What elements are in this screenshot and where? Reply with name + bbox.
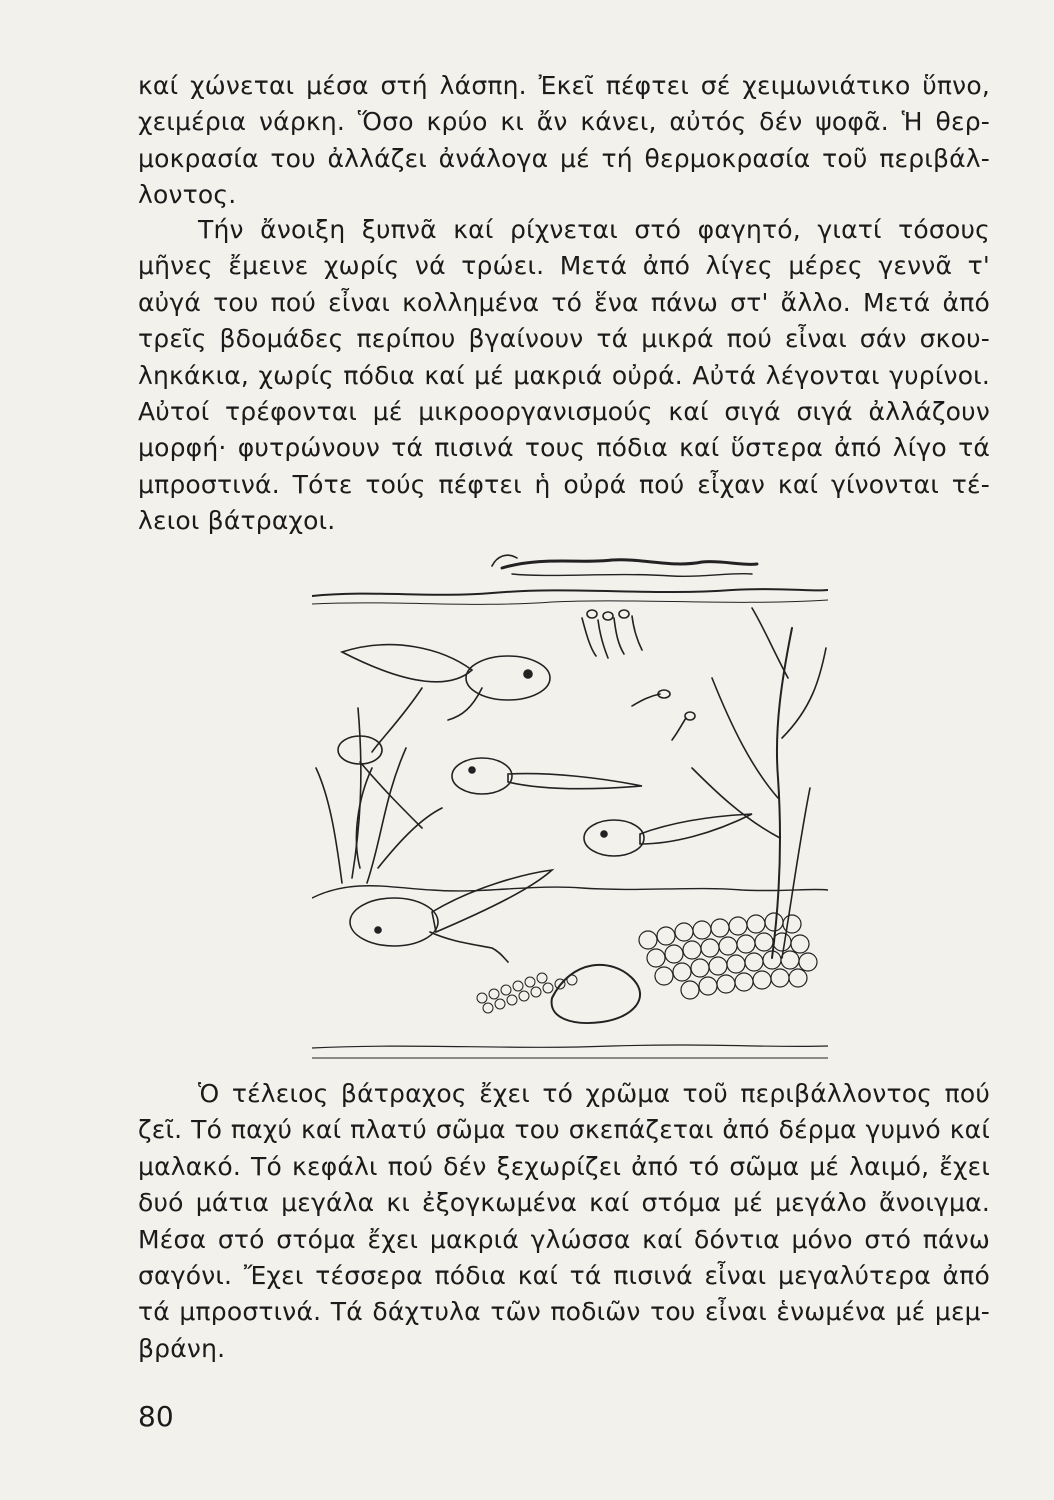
text-line: χειμέρια νάρκη. Ὅσο κρύο κι ἄν κάνει, αὐτός δέν ψοφᾶ. Ἡ θερ- [138, 107, 990, 137]
text-line: ληκάκια, χωρίς πόδια καί μέ μακριά οὐρά. Αὐτά λέγονται γυρίνοι. [138, 360, 990, 390]
text-line: μαλακό. Τό κεφάλι πού δέν ξεχωρίζει ἀπό τό σῶμα μέ λαιμό, ἔχει [138, 1151, 990, 1181]
text-line: τρεῖς βδομάδες περίπου βγαίνουν τά μικρά πού εἶναι σάν σκου- [138, 324, 990, 354]
text-line: Τήν ἄνοιξη ξυπνᾶ καί ρίχνεται στό φαγητό, γιατί τόσους [198, 215, 990, 244]
text-line: ζεῖ. Τό παχύ καί πλατύ σῶμα του σκεπάζεται ἀπό δέρμα γυμνό καί [138, 1115, 990, 1145]
paragraph-adult-frog [138, 1076, 990, 1367]
text-line: δυό μάτια μεγάλα κι ἐξογκωμένα καί στόμα μέ μεγάλο ἄνοιγμα. [138, 1188, 990, 1218]
page-number: 80 [138, 1400, 174, 1433]
frog-life-cycle-illustration [312, 538, 828, 1064]
text-line: σαγόνι. Ἔχει τέσσερα πόδια καί τά πισινά εἶναι μεγαλύτερα ἀπό [138, 1261, 990, 1291]
text-line: Ὁ τέλειος βάτραχος ἔχει τό χρῶμα τοῦ περιβάλλοντος πού [198, 1079, 990, 1108]
text-line: αὐγά του πού εἶναι κολλημένα τό ἕνα πάνω στ' ἄλλο. Μετά ἀπό [138, 287, 990, 317]
text-line: λοντος. [138, 180, 237, 210]
text-line: Αὐτοί τρέφονται μέ μικροοργανισμούς καί σιγά σιγά ἀλλάζουν [138, 397, 990, 427]
text-line: μῆνες ἔμεινε χωρίς νά τρώει. Μετά ἀπό λίγες μέρες γεννᾶ τ' [138, 251, 990, 281]
text-line: Μέσα στό στόμα ἔχει μακριά γλώσσα καί δόντια μόνο στό πάνω [138, 1224, 990, 1254]
text-line: μορφή· φυτρώνουν τά πισινά τους πόδια καί ὕστερα ἀπό λίγο τά [138, 433, 990, 463]
paragraph-spring-tadpoles [138, 212, 990, 540]
text-line: τά μπροστινά. Τά δάχτυλα τῶν ποδιῶν του εἶναι ἑνωμένα μέ μεμ- [138, 1297, 990, 1327]
text-line: λειοι βάτραχοι. [138, 506, 336, 536]
text-line: μπροστινά. Τότε τούς πέφτει ἡ οὐρά πού εἶχαν καί γίνονται τέ- [138, 469, 990, 499]
text-line: βράνη. [138, 1333, 226, 1363]
text-line: καί χώνεται μέσα στή λάσπη. Ἐκεῖ πέφτει σέ χειμωνιάτικο ὕπνο, [138, 71, 990, 100]
paragraph-hibernation [138, 68, 990, 214]
text-line: μοκρασία του ἀλλάζει ἀνάλογα μέ τή θερμοκρασία τοῦ περιβάλ- [138, 143, 990, 173]
